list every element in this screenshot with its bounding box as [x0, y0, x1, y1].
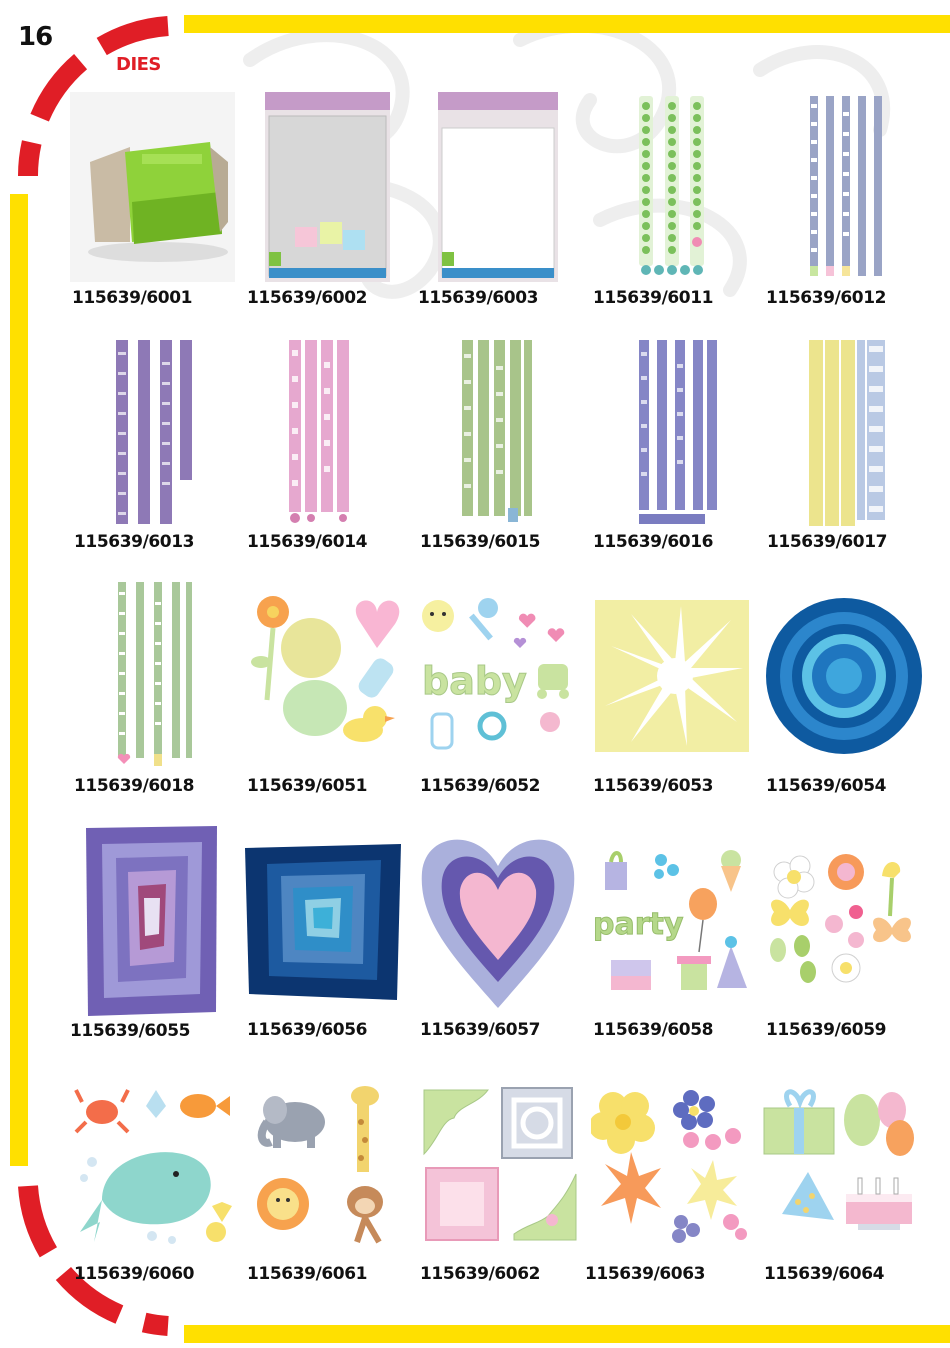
product-code: 115639/6002: [247, 288, 368, 308]
sea-creatures-icon: [72, 1082, 237, 1247]
product-code: 115639/6059: [766, 1020, 887, 1040]
top-yellow-bar: [184, 15, 950, 33]
flower-shapes-icon: [591, 1084, 756, 1244]
baby-word-shapes-icon: [418, 594, 583, 754]
party-shapes-icon: [591, 842, 756, 1002]
product-code: 115639/6061: [247, 1264, 368, 1284]
product-code: 115639/6062: [420, 1264, 541, 1284]
product-code: 115639/6001: [72, 288, 193, 308]
alphabet-small-strip-icon: [72, 580, 237, 770]
product-code: 115639/6012: [766, 288, 887, 308]
product-code: 115639/6003: [418, 288, 539, 308]
burst-square-icon: [591, 596, 756, 756]
purple-alphabet-strip-icon: [591, 336, 756, 526]
product-code: 115639/6056: [247, 1020, 368, 1040]
lace-corners-icon: [418, 1084, 583, 1244]
cutting-plate-a-icon: [438, 92, 558, 282]
product-code: 115639/6014: [247, 532, 368, 552]
page-number: 16: [18, 22, 53, 52]
left-yellow-bar: [10, 194, 28, 1166]
product-code: 115639/6053: [593, 776, 714, 796]
product-code: 115639/6057: [420, 1020, 541, 1040]
svg-text:party: party: [593, 907, 684, 942]
product-code: 115639/6011: [593, 288, 714, 308]
product-code: 115639/6018: [74, 776, 195, 796]
zoo-animals-icon: [245, 1082, 410, 1247]
product-code: 115639/6054: [766, 776, 887, 796]
product-code: 115639/6051: [247, 776, 368, 796]
product-code: 115639/6017: [767, 532, 888, 552]
birthday-shapes-icon: [762, 1084, 927, 1244]
nested-rectangles-icon: [72, 826, 237, 1016]
product-code: 115639/6064: [764, 1264, 885, 1284]
bottom-yellow-bar: [184, 1325, 950, 1343]
product-code: 115639/6060: [74, 1264, 195, 1284]
yellow-alphabet-strip-icon: [765, 336, 930, 526]
product-code: 115639/6052: [420, 776, 541, 796]
product-code: 115639/6058: [593, 1020, 714, 1040]
pink-alphabet-strip-icon: [245, 336, 410, 526]
nested-squares-icon: [245, 844, 410, 1004]
alphabet-outline-strip-icon: [764, 92, 929, 282]
die-cut-machine-icon: [70, 92, 235, 282]
alphabet-tab-strip-icon: [72, 336, 237, 526]
baby-shapes-icon: [245, 590, 410, 750]
alphabet-dot-strip-icon: [591, 92, 756, 282]
product-code: 115639/6016: [593, 532, 714, 552]
flowers-butterflies-icon: [764, 842, 929, 1002]
cutting-plate-b-icon: [265, 92, 390, 282]
product-code: 115639/6063: [585, 1264, 706, 1284]
product-code: 115639/6055: [70, 1021, 191, 1041]
product-code: 115639/6015: [420, 532, 541, 552]
svg-text:baby: baby: [422, 659, 527, 703]
nested-circles-icon: [764, 596, 929, 756]
product-code: 115639/6013: [74, 532, 195, 552]
green-alphabet-strip-icon: [418, 336, 583, 526]
nested-hearts-icon: [418, 832, 583, 1012]
section-title: DIES: [116, 54, 161, 75]
